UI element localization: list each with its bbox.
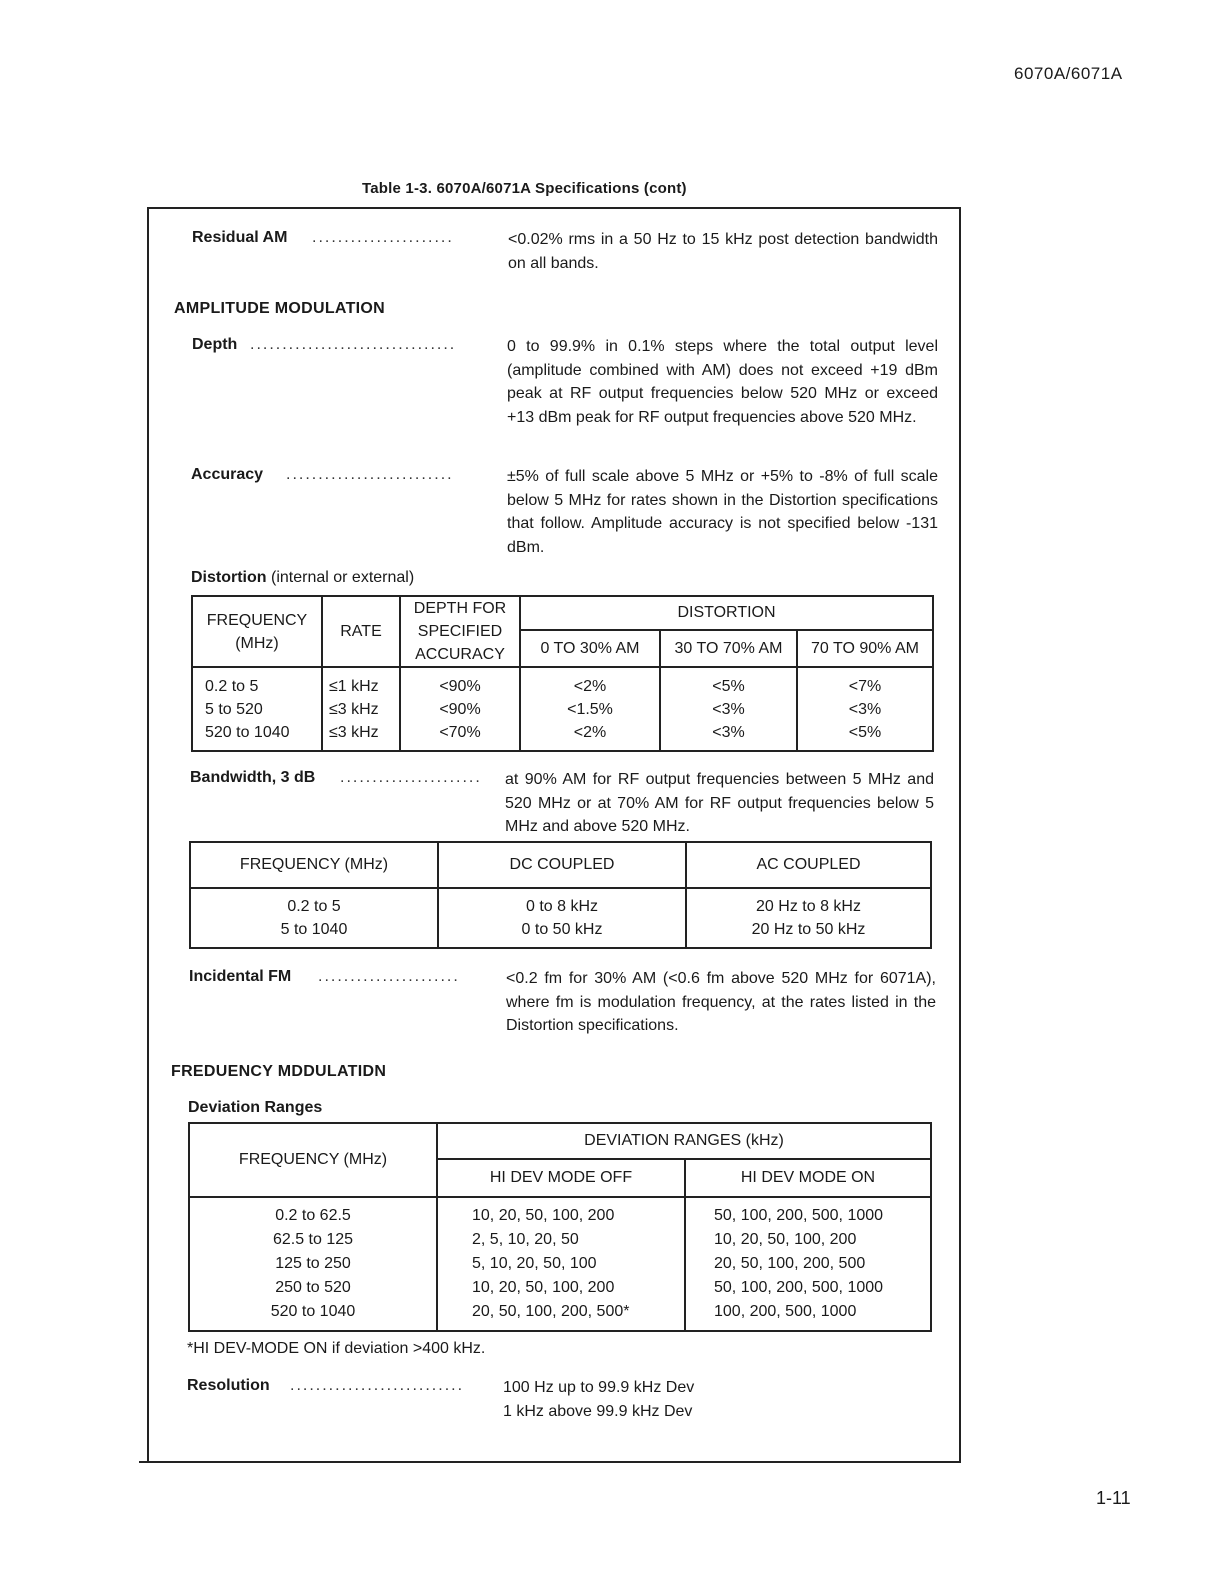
deviation-col-frequency (189, 1197, 437, 1331)
distortion-col-70-90 (797, 667, 933, 751)
bandwidth-table (189, 841, 932, 949)
incidental-fm-text: <0.2 fm for 30% AM (<0.6 fm above 520 MHz for 6071A), where fm is modulation frequency, at the rates listed in the Distortion specifications. (506, 970, 936, 1034)
table-cell: 50, 100, 200, 500, 1000 (714, 1207, 884, 1224)
table-cell: 20 Hz to 50 kHz (751, 921, 866, 938)
deviation-col-off (437, 1197, 685, 1331)
incidental-fm-leader: ...................... (318, 968, 460, 985)
table-cell: 0 to 8 kHz (525, 898, 599, 915)
distortion-depth-header (400, 596, 520, 667)
deviation-footnote: *HI DEV-MODE ON if deviation >400 kHz. (187, 1340, 486, 1357)
distortion-qualifier: (internal or external) (271, 569, 415, 586)
table-cell: 0 to 50 kHz (521, 921, 603, 938)
table-cell: 10, 20, 50, 100, 200 (472, 1207, 615, 1224)
bandwidth-frequency-header: FREQUENCY (MHz) (190, 842, 438, 888)
table-cell: 2, 5, 10, 20, 50 (472, 1231, 579, 1248)
am-heading: AMPLITUDE MODULATION (174, 300, 386, 317)
table-cell: 0.2 to 5 (287, 898, 341, 915)
model-number: 6070A/6071A (1014, 64, 1123, 83)
deviation-table (188, 1122, 932, 1332)
table-cell: <3% (848, 700, 882, 718)
table-cell: <70% (439, 723, 481, 741)
accuracy-label: Accuracy (191, 466, 264, 483)
distortion-col-rate (322, 667, 400, 751)
distortion-col-0-30 (520, 667, 660, 751)
distortion-label: Distortion (191, 569, 267, 586)
page-number: 1-11 (1096, 1488, 1131, 1508)
table-cell: ≤3 kHz (329, 723, 379, 741)
table-cell: 20, 50, 100, 200, 500 (714, 1255, 866, 1272)
resolution-leader: ........................... (290, 1377, 465, 1394)
table-cell: 62.5 to 125 (272, 1231, 354, 1248)
table-cell: <5% (848, 723, 882, 741)
table-cell: 520 to 1040 (270, 1303, 356, 1320)
table-cell: 250 to 520 (275, 1279, 351, 1296)
table-cell: 0.2 to 5 (205, 677, 259, 695)
bandwidth-col-dc (438, 888, 686, 948)
table-cell: <7% (848, 677, 882, 695)
table-cell: <5% (712, 677, 745, 695)
table-cell: 20, 50, 100, 200, 500* (472, 1303, 630, 1320)
table-cell: <2% (573, 723, 607, 741)
deviation-group-header: DEVIATION RANGES (kHz) (437, 1123, 931, 1159)
table-cell: 10, 20, 50, 100, 200 (472, 1279, 615, 1296)
table-cell: ≤1 kHz (329, 677, 379, 695)
depth-leader: ................................ (250, 336, 457, 353)
deviation-frequency-header: FREQUENCY (MHz) (189, 1123, 437, 1197)
distortion-sub-header: 70 TO 90% AM (797, 630, 933, 667)
table-cell: <90% (439, 677, 481, 695)
residual-am-label: Residual AM (192, 229, 288, 246)
bandwidth-leader: ...................... (340, 769, 482, 786)
residual-am-text: <0.02% rms in a 50 Hz to 15 kHz post detection bandwidth on all bands. (508, 231, 938, 272)
table-cell: <90% (439, 700, 481, 718)
depth-header-line: SPECIFIED (417, 623, 503, 640)
frame-bottom-rule (139, 1461, 955, 1463)
depth-header-line: ACCURACY (415, 646, 505, 663)
distortion-frequency-header (192, 596, 322, 667)
table-cell: 50, 100, 200, 500, 1000 (714, 1279, 884, 1296)
table-cell: <2% (573, 677, 607, 695)
bandwidth-col-frequency (190, 888, 438, 948)
table-cell: <3% (712, 700, 745, 718)
frequency-header-line: FREQUENCY (206, 611, 308, 629)
deviation-off-header: HI DEV MODE OFF (437, 1159, 685, 1197)
accuracy-text: ±5% of full scale above 5 MHz or +5% to -8% of full scale below 5 MHz for rates shown in the Distortion specifications that follow. Amplitude accuracy is not specified below -131 dBm. (507, 468, 938, 556)
distortion-table (191, 595, 934, 752)
table-cell: ≤3 kHz (329, 700, 379, 718)
depth-text: 0 to 99.9% in 0.1% steps where the total output level (amplitude combined with AM) does not exceed +19 dBm peak at RF output frequencies below 520 MHz or exceed +13 dBm peak for RF output frequencies above 520 MHz. (507, 338, 938, 426)
distortion-group-header: DISTORTION (520, 596, 933, 630)
resolution-line: 100 Hz up to 99.9 kHz Dev (503, 1379, 695, 1396)
distortion-sub-header: 30 TO 70% AM (660, 630, 797, 667)
table-cell: 5 to 520 (205, 700, 263, 718)
table-cell: 520 to 1040 (205, 723, 290, 741)
deviation-on-header: HI DEV MODE ON (685, 1159, 931, 1197)
table-cell: <3% (712, 723, 745, 741)
depth-label: Depth (192, 336, 238, 353)
distortion-rate-header: RATE (322, 596, 400, 667)
bandwidth-text: at 90% AM for RF output frequencies between 5 MHz and 520 MHz or at 70% AM for RF output frequencies below 5 MHz and above 520 MHz. (505, 771, 934, 835)
resolution-text (503, 1376, 933, 1423)
depth-header-line: DEPTH FOR (413, 600, 507, 617)
table-cell: 100, 200, 500, 1000 (714, 1303, 857, 1320)
distortion-col-frequency (192, 667, 322, 751)
table-caption: Table 1-3. 6070A/6071A Specifications (cont) (362, 180, 687, 197)
table-cell: 20 Hz to 8 kHz (756, 898, 861, 915)
bandwidth-dc-header: DC COUPLED (438, 842, 686, 888)
incidental-fm-label: Incidental FM (189, 968, 292, 985)
distortion-col-depth (400, 667, 520, 751)
bandwidth-ac-header: AC COUPLED (686, 842, 931, 888)
bandwidth-label: Bandwidth, 3 dB (190, 769, 316, 786)
distortion-sub-header: 0 TO 30% AM (520, 630, 660, 667)
table-cell: 5, 10, 20, 50, 100 (472, 1255, 597, 1272)
deviation-label: Deviation Ranges (188, 1099, 323, 1116)
resolution-line: 1 kHz above 99.9 kHz Dev (503, 1402, 693, 1420)
table-cell: <1.5% (567, 700, 613, 718)
distortion-caption (191, 569, 414, 587)
distortion-col-30-70 (660, 667, 797, 751)
bandwidth-col-ac (686, 888, 931, 948)
deviation-col-on (685, 1197, 931, 1331)
fm-heading: FREDUENCY MDDULATIDN (171, 1063, 387, 1080)
frequency-header-line: (MHz) (235, 634, 279, 652)
residual-am-leader: ...................... (312, 229, 454, 246)
table-cell: 5 to 1040 (280, 921, 348, 938)
table-cell: 125 to 250 (275, 1255, 351, 1272)
table-cell: 10, 20, 50, 100, 200 (714, 1231, 857, 1248)
table-cell: 0.2 to 62.5 (275, 1207, 351, 1224)
resolution-label: Resolution (187, 1377, 270, 1394)
accuracy-leader: .......................... (286, 466, 454, 483)
